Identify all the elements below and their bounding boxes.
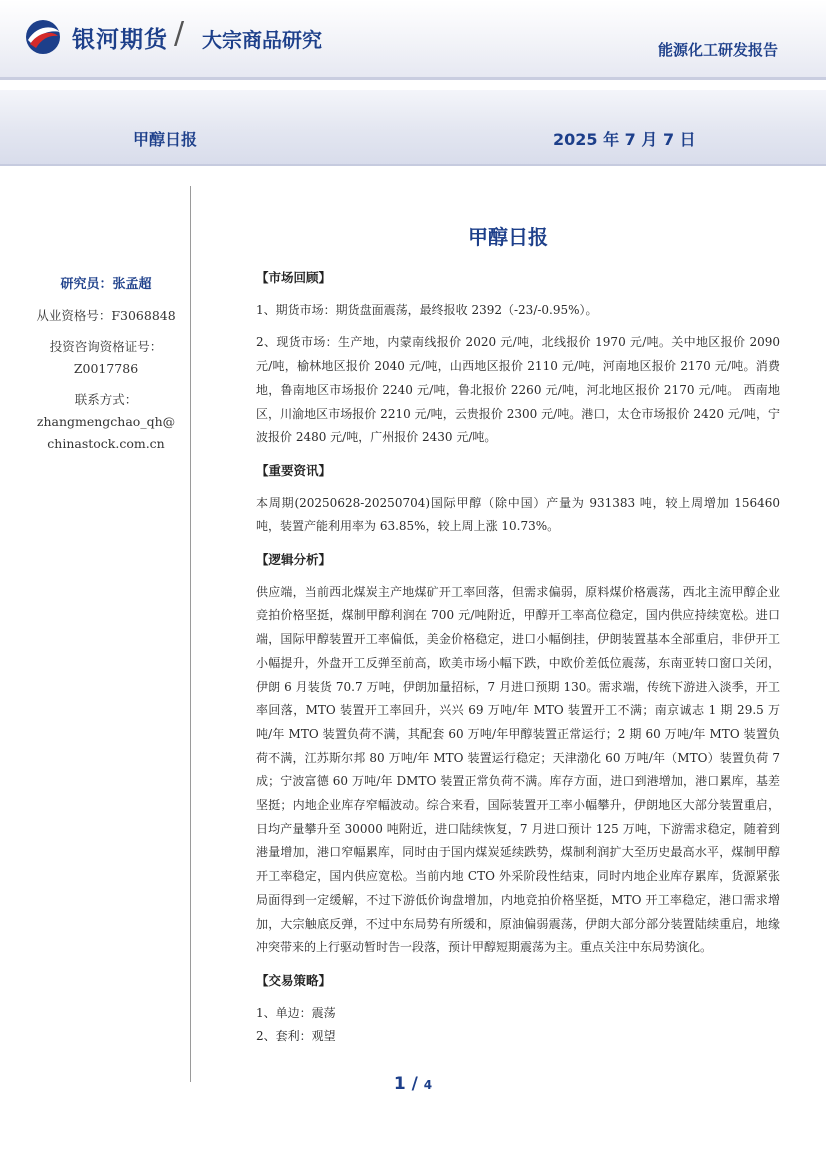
title-band: [0, 90, 826, 166]
email-line-2[interactable]: chinastock.com.cn: [47, 436, 165, 451]
section-heading-strategy: 【交易策略】: [256, 972, 332, 988]
page-number: [0, 1074, 826, 1094]
license-number: 从业资格号：F3068848: [36, 308, 176, 323]
logic-paragraph: 供应端，当前西北煤炭主产地煤矿开工率回落，但需求偏弱，原料煤价格震荡，西北主流甲醇企业竞拍价格坚挺，煤制甲醇利润在 700 元/吨附近，甲醇开工率高位稳定，国内供应持续宽松。进口端，国际甲醇装置开工率偏低，美金价格稳定，进口小幅倒挂，伊朗装置基本全部重启，非伊开工小幅提升，外盘开工反弹至前高，欧美市场小幅下跌，中欧价差低位震荡，东南亚转口窗口关闭，伊朗 6 月装货 70.7 万吨，伊朗加量招标，7 月进口预期 130。需求端，传统下游进入淡季，开工率回落，MTO 装置开工率回升，兴兴 69 万吨/年 MTO 装置开工不满；南京诚志 1 期 29.5 万吨/年 MTO 装置负荷不满，其配套 60 万吨/年甲醇装置正常运行；2 期 60 万吨/年 MTO 装置负荷不满，江苏斯尔邦 80 万吨/年 MTO 装置运行稳定；天津渤化 60 万吨/年（MTO）装置负荷 7 成；宁波富德 60 万吨/年 DMTO 装置正常负荷不满。库存方面，进口到港增加，港口累库，基差坚挺；内地企业库存窄幅波动。综合来看，国际装置开工率小幅攀升，伊朗地区大部分装置重启，日均产量攀升至 30000 吨附近，进口陆续恢复，7 月进口预计 125 万吨，下游需求稳定，随着到港量增加，港口窄幅累库，同时由于国内煤炭延续跌势，煤制利润扩大至历史最高水平，煤制甲醇开工率稳定，国内供应宽松。当前内地 CTO 外采阶段性结束，同时内地企业库存累库，货源紧张局面得到一定缓解，不过下游低价询盘增加，内地竞拍价格坚挺，MTO 开工率稳定，港口需求增加，大宗触底反弹，不过中东局势有所缓和，原油偏弱震荡，伊朗大部分部分装置陆续重启，地缘冲突带来的上行驱动暂时告一段落，预计甲醇短期震荡为主。重点关注中东局势演化。: [256, 584, 780, 955]
header-divider: [0, 77, 826, 80]
report-body: [256, 266, 780, 1049]
brand-name: 银河期货: [72, 27, 168, 53]
document-title: 甲醇日报: [468, 225, 548, 249]
contact-label: 联系方式：: [74, 392, 138, 407]
band-divider: [0, 164, 826, 166]
band-report-title: 甲醇日报: [133, 130, 198, 149]
section-heading-news: 【重要资讯】: [256, 462, 332, 478]
page-separator: /: [405, 1074, 424, 1094]
galaxy-futures-logo-icon: [22, 18, 64, 56]
page-current: 1: [393, 1074, 406, 1094]
brand-separator: /: [174, 16, 185, 51]
report-date: 2025 年 7 月 7 日: [553, 130, 696, 149]
news-paragraph: 本周期(20250628-20250704)国际甲醇（除中国）产量为 931383 吨，较上周增加 156460 吨，装置产能利用率为 63.85%，较上周上涨 10.73%。: [256, 495, 780, 534]
spot-market-paragraph: 2、现货市场：生产地，内蒙南线报价 2020 元/吨，北线报价 1970 元/吨。关中地区报价 2090 元/吨，榆林地区报价 2040 元/吨，山西地区报价 2110 元/吨，河南地区报价 2170 元/吨。消费地，鲁南地区市场报价 2240 元/吨，鲁北报价 2260 元/吨，河北地区报价 2170 元/吨。 西南地区，川渝地区市场报价 2210 元/吨，云贵报价 2300 元/吨。港口，太仓市场报价 2420 元/吨，宁波报价 2480 元/吨，广州报价 2430 元/吨。: [256, 335, 780, 445]
strategy-item-arbitrage: 2、套利：观望: [256, 1029, 336, 1044]
consult-license-number: Z0017786: [73, 361, 139, 376]
strategy-item-single: 1、单边：震荡: [256, 1005, 336, 1020]
researcher-name: 研究员：张孟超: [60, 277, 152, 292]
section-heading-market-review: 【市场回顾】: [256, 270, 332, 285]
author-sidebar: [30, 274, 182, 455]
column-divider: [190, 186, 191, 1082]
consult-license-label: 投资咨询资格证号：: [49, 339, 163, 354]
section-heading-logic: 【逻辑分析】: [256, 552, 332, 568]
report-type: 能源化工研发报告: [657, 41, 778, 59]
brand-subtitle: 大宗商品研究: [202, 28, 322, 52]
futures-market-paragraph: 1、期货市场：期货盘面震荡，最终报收 2392（-23/-0.95%）。: [256, 302, 598, 317]
email-line-1[interactable]: zhangmengchao_qh@: [36, 414, 176, 429]
page-total: 4: [423, 1078, 433, 1092]
